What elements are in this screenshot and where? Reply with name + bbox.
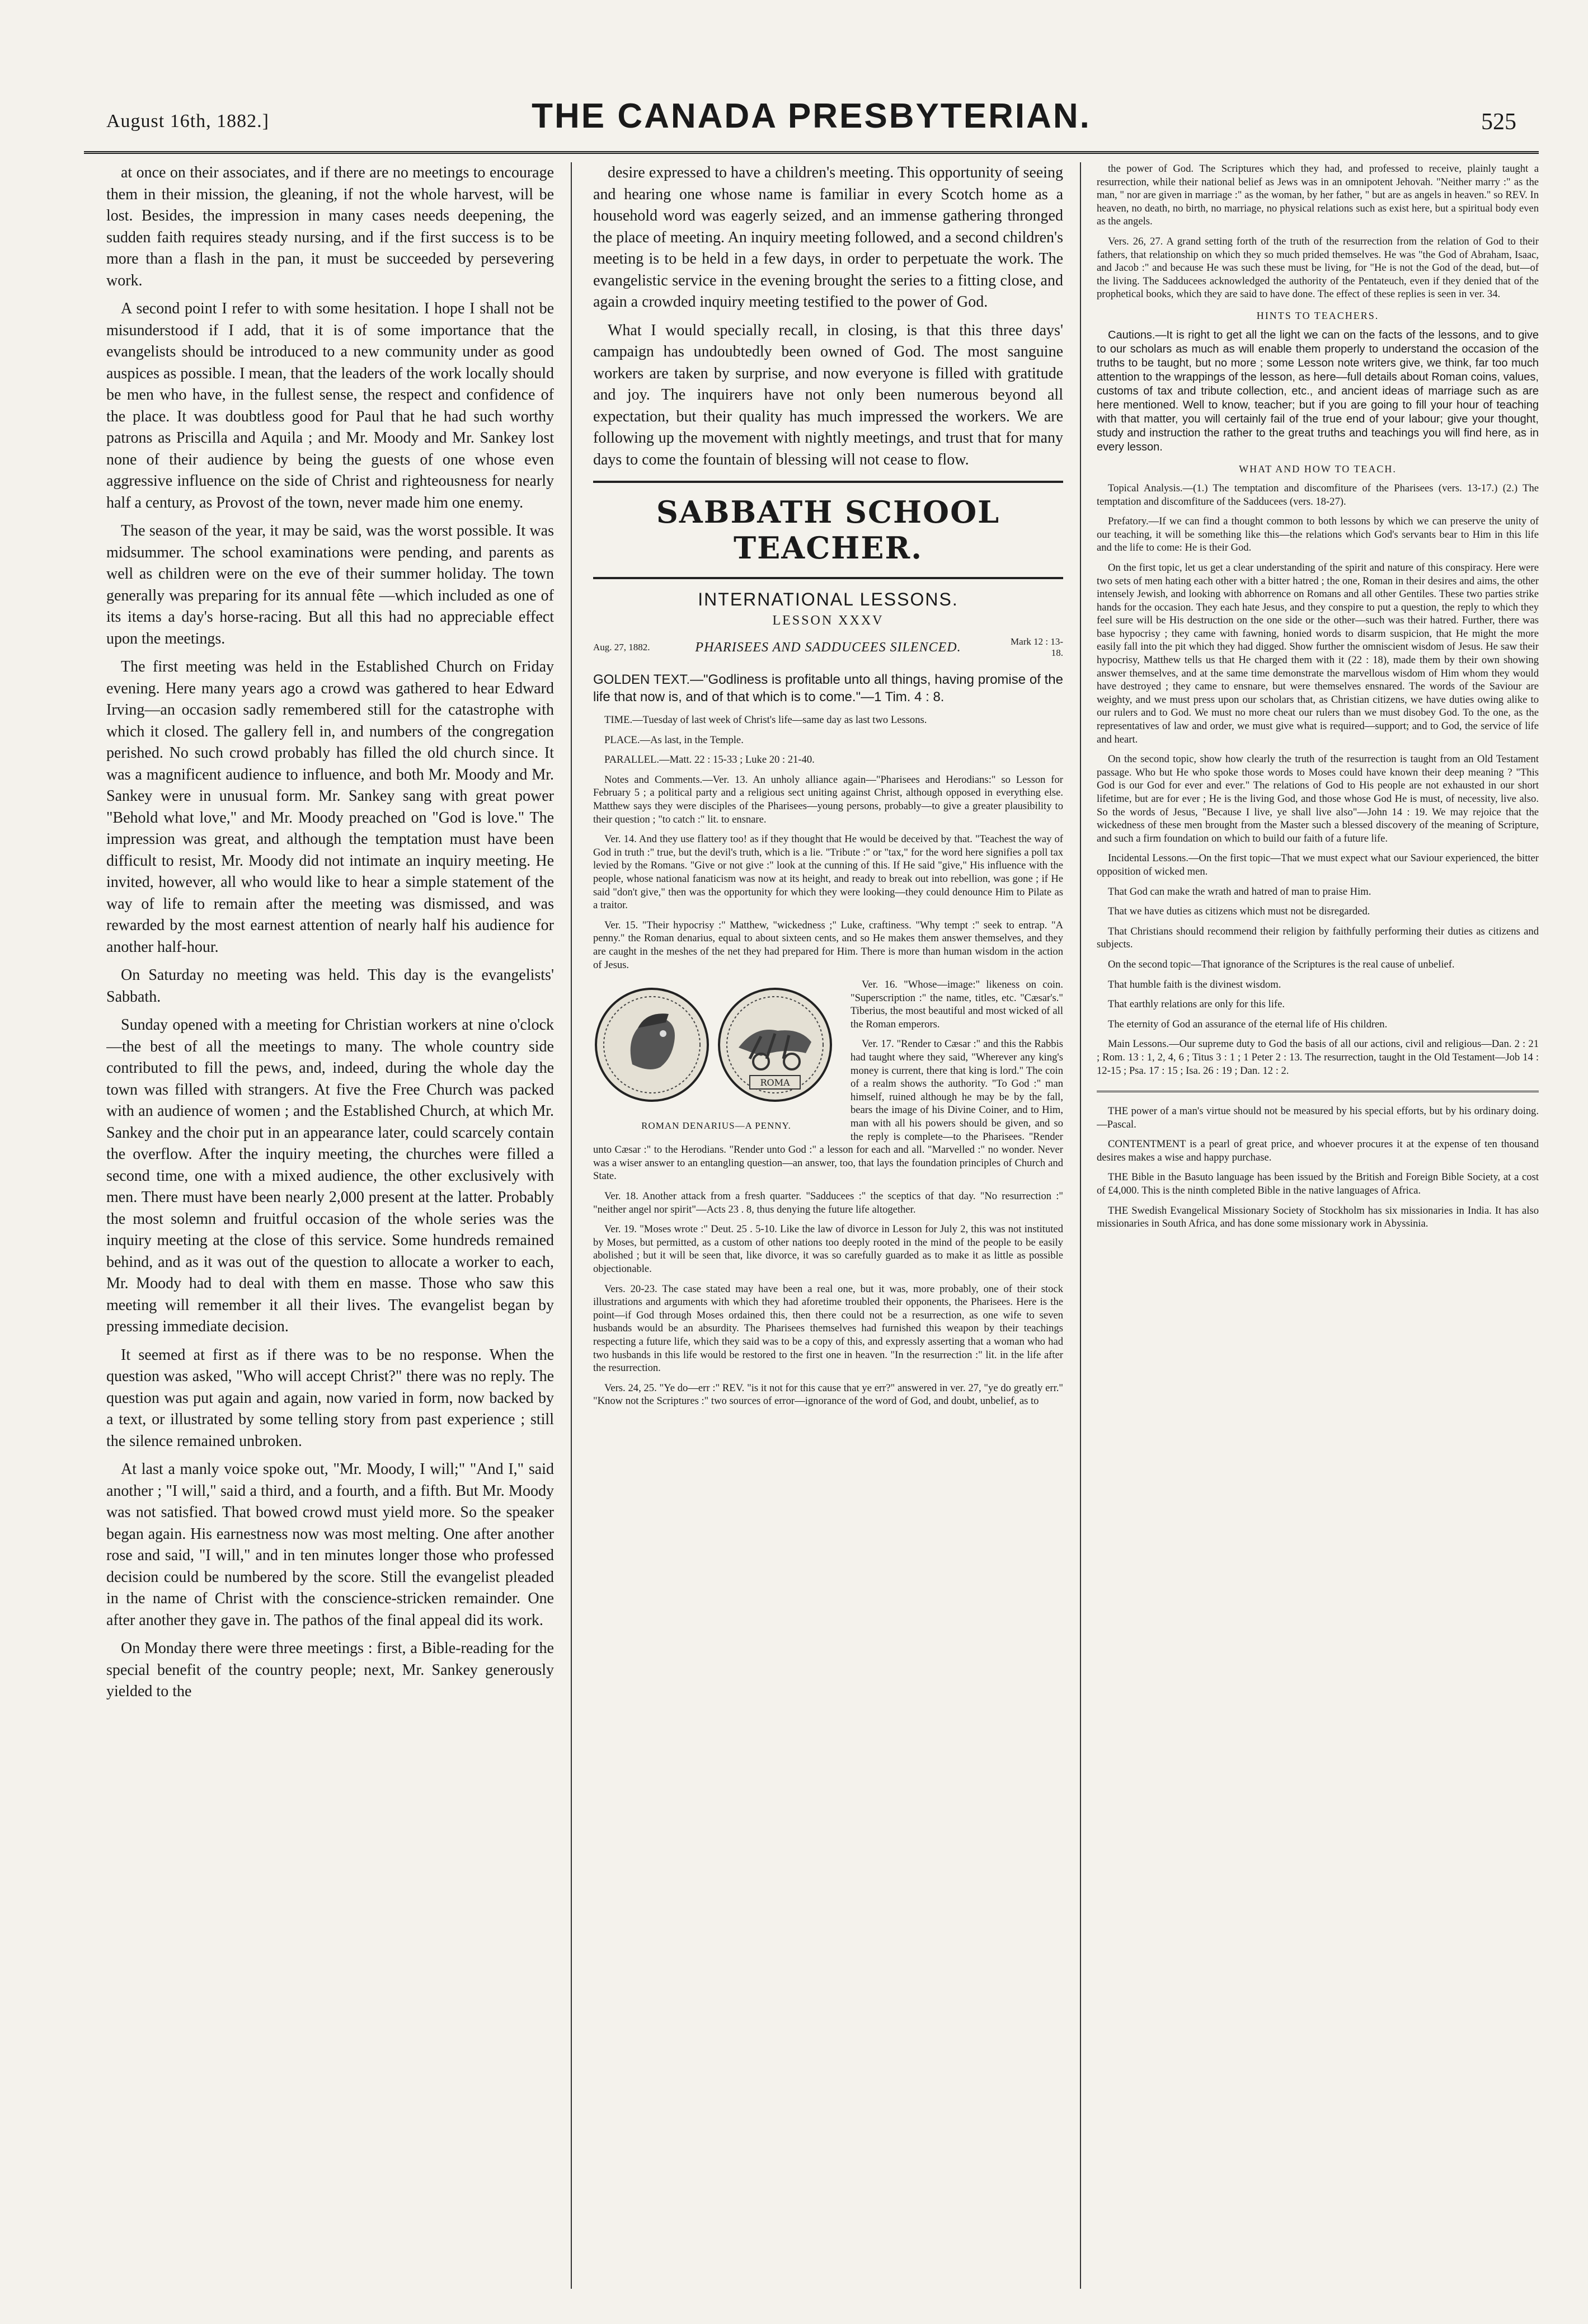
paragraph: Vers. 26, 27. A grand setting forth of the truth of the resurrection from the relation of God to their fathers, that relationship on which they so much prided themselves. He was "the God of Abraham, Isaac, and Jacob :" and because He was such these must be living, for "He is not the God of the dead, but—of the living. The Sadducees acknowledged the authority of the Pentateuch, even if they denied that of the prophetical books, which they are said to have done. The effect of these replies is seen in ver. 34.: [1097, 235, 1539, 301]
golden-text: GOLDEN TEXT.—"Godliness is profitable unto all things, having promise of the life that now is, and of that which is to come."—1 Tim. 4 : 8.: [593, 672, 1063, 705]
paragraph: On the second topic—That ignorance of the Scriptures is the real cause of unbelief.: [1108, 958, 1455, 970]
denarius-coins-image: [593, 980, 839, 1115]
paragraph: On the first topic, let us get a clear understanding of the spirit and nature of this conspiracy. Here were two sets of men hating each other with a bitter hatred ; the one, Roman in their desires and aims, the other intensely Jewish, and looking with abhorrence on Romans and all other Gentiles. These two parties strike hands for the occasion. They each hate Jesus, and they conspire to put a question, the reply to which they feel sure will be His destruction on the one side or the other—such was their hatred. Further, there was base hypocrisy ; they came with fawning, honied words to disarm suspicion, that He might the more easily fall into the pit which they had digged. Show further the omniscient wisdom of Jesus. He saw their hypocrisy, Matthew tells us that He charged them with it (22 : 18), made them by their own showing answer themselves, and at the same time demonstrate the marvellous wisdom of Him whom they would have destroyed ; they came to ensnare, but were themselves ensnared. The words of the Saviour are weighty, and we must press upon our scholars that, as Christian citizens, we have duties owing alike to our rulers and to God. We must no more cheat our rulers than we must disobey God. To the one, as the representatives of law and order, we must give what is required—support; and to God, the service of life and heart.: [1097, 561, 1539, 745]
paragraph: On the second topic, show how clearly the truth of the resurrection is taught from an Old Testament passage. Who but He who spoke those words to Moses could have known their deep meaning ? "This God is our God for ever and ever." The relations of God to His people are not exhausted in our short lifetime, but are for ever ; He is the living God, and those whose God He is must, of necessity, live also. So the words of Jesus, "Because I live, ye shall live also"—John 14 : 19. We may rejoice that the wickedness of these men brought from the Master such a blessed discovery of the meaning of Scripture, and such a firm foundation on which to build our faith of a future life.: [1097, 753, 1539, 844]
teach-heading: WHAT AND HOW TO TEACH.: [1239, 463, 1397, 475]
column-rule: [571, 162, 572, 2289]
paragraph: Sunday opened with a meeting for Christian workers at nine o'clock—the best of all the meetings to many. The whole country side contributed to fill the pews, and, indeed, during the whole day the town was filled with strangers. At five the Free Church was packed with an audience of women ; and the Established Church, at which Mr. Sankey and the choir put in an appearance later, could scarcely contain the overflow. After the inquiry meeting, the churches were filled a second time, one with a mixed audience, the other exclusively with men. There must have been nearly 2,000 present at the latter. Probably the most solemn and fruitful occasion of the whole series was the inquiry meeting at the close of this service. Some hundreds remained behind, and as it was out of the question to allocate a worker to each, Mr. Moody had to deal with them en masse. Those who saw this meeting will remember it all their lives. The evangelist began by pressing immediate decision.: [106, 1016, 554, 1335]
paragraph: THE Bible in the Basuto language has been issued by the British and Foreign Bible Society, at a cost of £4,000. This is the ninth completed Bible in the native languages of Africa.: [1097, 1171, 1539, 1197]
page-header: [84, 84, 1539, 154]
paragraph: Notes and Comments.—Ver. 13. An unholy alliance again—"Pharisees and Herodians:" so Lesson for February 5 ; a political party and a religious sect uniting against Christ, although opposed in everything else. Matthew says they were disciples of the Pharisees—young persons, probably—to give a greater plausibility to their question ; "to catch :" lit. to ensnare.: [593, 773, 1063, 825]
paragraph: Incidental Lessons.—On the first topic—That we must expect what our Saviour experienced, the bitter opposition of wicked men.: [1097, 852, 1539, 877]
paragraph: Vers. 20-23. The case stated may have been a real one, but it was, more probably, one of their stock illustrations and arguments with which they had aforetime troubled their opponents, the Pharisees. Here is the point—if God through Moses ordained this, then there could not be a resurrection, as one wife to seven husbands would be an absurdity. The Pharisees themselves had furnished this weapon by their teachings respecting a future life, which they said was to be a copy of this, and expressly asserting that a woman who had two husbands in this life would be restored to the first one in heaven. "In the resurrection :" lit. in the life after the resurrection.: [593, 1283, 1063, 1374]
lesson-notes: [593, 713, 1063, 1408]
paragraph: Ver. 17. "Render to Cæsar :" and this the Rabbis had taught where they said, "Wherever any king's money is current, there that king is lord." The coin of a realm shows the authority. "To God :" man himself, ruined although he may be by the fall, bears the image of his Divine Coiner, and to Him, man with all his powers should be given, and so the reply is complete—to the Pharisees. "Render unto Cæsar :" to the Herodians. "Render unto God :" a lesson for each and all. "Marvelled :" no wonder. Never was a wiser answer to an entangling question—an answer, too, that lays the foundation principles of Church and State.: [593, 1038, 1063, 1182]
paragraph: Vers. 24, 25. "Ye do—err :" REV. "is it not for this cause that ye err?" answered in ver. 27, "ye do greatly err." "Know not the Scriptures :" two sources of error—ignorance of the word of God, and doubt, unbelief, as to: [593, 1382, 1063, 1407]
paragraph: It seemed at first as if there was to be no response. When the question was asked, "Who will accept Christ?" there was no reply. The question was put again and again, now varied in form, now backed by a text, or illustrated by some telling story from past experience ; still the silence remained unbroken.: [106, 1346, 554, 1450]
paragraph: PARALLEL.—Matt. 22 : 15-33 ; Luke 20 : 21-40.: [604, 754, 815, 766]
page-number: 525: [1481, 109, 1516, 135]
paragraph: A second point I refer to with some hesitation. I hope I shall not be misunderstood if I add, that it is of some importance that the evangelists should be introduced to a new community under as good auspices as possible. I mean, that the leaders of the work locally should be men who have, in the fullest sense, the respect and confidence of the place. It was doubtless good for Paul that he had such worthy patrons as Priscilla and Aquila ; and Mr. Moody and Mr. Sankey lost none of their audience by being the guests of one whose even aggressive influence on the side of Christ and righteousness for nearly half a century, as Provost of the town, never made him one enemy.: [106, 300, 554, 511]
paragraph: desire expressed to have a children's meeting. This opportunity of seeing and hearing one whose name is familiar in every Scotch home as a household word was eagerly seized, and an immense gathering thronged the place of meeting. An inquiry meeting followed, and a second children's meeting is to be held in a few days, in order to perpetuate the work. The evangelistic service in the evening brought the series to a fitting close, and again a crowded inquiry meeting testified to the power of God.: [593, 164, 1063, 311]
paragraph: Cautions.—It is right to get all the light we can on the facts of the lessons, and to give to our scholars as much as will enable them properly to understand the occasion of the truths to be taught, but no more ; some Lesson note writers give, we think, far too much attention to the wrappings of the lesson, as here—full details about Roman coins, values, customs of tax and tribute collection, etc., and ancient ideas of marriage such as are here mentioned. Well to know, teacher; but if you are going to fill your hour of teaching with that matter, you will certainly fail of the true end of your labour; give your thought, study and instruction the rather to the great truths and teachings you will find here, as in every lesson.: [1097, 328, 1539, 453]
lesson-date: Aug. 27, 1882.: [593, 642, 650, 652]
lesson-title: PHARISEES AND SADDUCEES SILENCED.: [695, 640, 961, 655]
issue-date: August 16th, 1882.]: [106, 111, 269, 132]
paragraph: Prefatory.—If we can find a thought common to both lessons by which we can preserve the unity of our teaching, it will be something like this—the relations which God's servants bear to Him in this life and the life to come: He is their God.: [1097, 515, 1539, 554]
paragraph: That we have duties as citizens which must not be disregarded.: [1108, 905, 1370, 918]
paragraph: at once on their associates, and if there are no meetings to encourage them in their mission, the gleaning, if not the whole harvest, will be lost. Besides, the impression in many cases needs deepening, the sudden faith requires steady nursing, and if the first success is to be more than a flash in the pan, it must be succeeded by persevering work.: [106, 164, 554, 289]
paragraph: THE Swedish Evangelical Missionary Society of Stockholm has six missionaries in India. It has also missionaries in South Africa, and has done some missionary work in Abyssinia.: [1097, 1204, 1539, 1230]
paragraph: Ver. 19. "Moses wrote :" Deut. 25 . 5-10. Like the law of divorce in Lesson for July 2, this was not instituted by Moses, but permitted, as a custom of other nations too deeply rooted in the mind of the people to be easily abolished ; but it will be seen that, like divorce, it was so carefully guarded as to make it as little as possible objectionable.: [593, 1223, 1063, 1275]
paragraph: the power of God. The Scriptures which they had, and professed to receive, plainly taught a resurrection, while their national belief as Jews was in an omnipotent Jehovah. "Neither marry :" as the man, " nor are given in marriage :" as the woman, by her father, " but are as angels in heaven." so REV. In heaven, no death, no birth, no marriage, no physical relations such as exist here, but a spiritual body even as the angels.: [1097, 163, 1539, 228]
column-3: [1097, 162, 1539, 2289]
paragraph: On Saturday no meeting was held. This day is the evangelists' Sabbath.: [106, 966, 554, 1006]
coin-caption: ROMAN DENARIUS—A PENNY.: [641, 1120, 791, 1132]
paragraph: The first meeting was held in the Established Church on Friday evening. Here many years ago a crowd was gathered to hear Edward Irving—an occasion sadly remembered still for the catastrophe with which it closed. The gallery fell in, and numbers of the congregation perished. No such crowd probably has filled the old church since. It was a magnificent audience to influence, and both Mr. Moody and Mr. Sankey were in unusual form. Mr. Sankey sang with great power "Behold what love," and Mr. Moody preached on "God is love." The impression was great, and although the temptation must have been difficult to resist, Mr. Moody did not intimate an inquiry meeting. He invited, however, all who would like to hear a simple statement of the way of life to remain after the meeting was dismissed, and was rewarded by the most earnest attention of nearly half his audience for another half-hour.: [106, 658, 554, 956]
paragraph: Ver. 18. Another attack from a fresh quarter. "Sadducees :" the sceptics of that day. "No resurrection :" "neither angel nor spirit"—Acts 23 . 8, thus denying the future life altogether.: [593, 1190, 1063, 1215]
section-subtitle: INTERNATIONAL LESSONS.: [698, 589, 959, 609]
masthead-title: THE CANADA PRESBYTERIAN.: [532, 97, 1091, 135]
hints-heading: HINTS TO TEACHERS.: [1256, 309, 1379, 321]
paragraph: TIME.—Tuesday of last week of Christ's life—same day as last two Lessons.: [604, 714, 927, 726]
paragraph: CONTENTMENT is a pearl of great price, and whoever procures it at the expense of ten thousand desires makes a wise and happy purchase.: [1097, 1138, 1539, 1163]
paragraph: Main Lessons.—Our supreme duty to God the basis of all our actions, civil and religious—Dan. 2 : 21 ; Rom. 13 : 1, 2, 4, 6 ; Titus 3 : 1 ; 1 Peter 2 : 13. The resurrection, taught in the Old Testament—Job 14 : 12-15 ; Psa. 17 : 15 ; Isa. 26 : 19 ; Dan. 12 : 2.: [1097, 1038, 1539, 1077]
column-rule: [1080, 162, 1081, 2289]
paragraph: The eternity of God an assurance of the eternal life of His children.: [1108, 1018, 1388, 1030]
section-banner: SABBATH SCHOOL TEACHER.: [593, 481, 1063, 579]
newspaper-page: [84, 84, 1539, 2300]
coin-illustration: [593, 980, 839, 1132]
paragraph: On Monday there were three meetings : first, a Bible-reading for the special benefit of the country people; next, Mr. Sankey generously yielded to the: [106, 1640, 554, 1700]
paragraph: That Christians should recommend their religion by faithfully performing their duties as citizens and subjects.: [1097, 925, 1539, 951]
coin-inscription: ROMA: [760, 1077, 790, 1088]
paragraph: That earthly relations are only for this life.: [1108, 998, 1285, 1011]
paragraph: Ver. 15. "Their hypocrisy :" Matthew, "wickedness ;" Luke, craftiness. "Why tempt :" seek to entrap. "A penny." the Roman denarius, equal to about sixteen cents, and so He makes them answer themselves, and they are caught in the meshes of the net they had prepared for Him. There is more than human wisdom in the action of Jesus.: [593, 919, 1063, 971]
lesson-number: LESSON XXXV: [772, 613, 884, 628]
paragraph: Ver. 16. "Whose—image:" likeness on coin. "Superscription :" the name, titles, etc. "Cæsar's." Tiberius, the most beautiful and most wicked of all the Roman emperors.: [851, 979, 1063, 1030]
lesson-heading: [593, 636, 1063, 659]
paragraph: PLACE.—As last, in the Temple.: [604, 734, 744, 746]
paragraph: Ver. 14. And they use flattery too! as if they thought that He would be deceived by that. "Teachest the way of God in truth :" true, but the devil's truth, which is a lie. "Tribute :" or "tax," for the word here signifies a poll tax levied by the Romans. "Give or not give :" look at the cunning of this. If He said "give," His influence with the people, whose national fanaticism was now at its height, and ready to break out into rebellion, was gone ; if He said "don't give," then was the opportunity for which they were looking—they could denounce Him to Pilate as a traitor.: [593, 833, 1063, 912]
column-1: [106, 162, 554, 2289]
lesson-reference: Mark 12 : 13-18.: [1011, 636, 1063, 658]
column-2: [593, 162, 1063, 2289]
paragraph: The season of the year, it may be said, was the worst possible. It was midsummer. The school examinations were pending, and parents as well as children were on the eve of their summer holiday. The town generally was preparing for its annual fête —which included as one of its items a day's horse-racing. But all this had no appreciable effect upon the meetings.: [106, 522, 554, 647]
paragraph: At last a manly voice spoke out, "Mr. Moody, I will;" "And I," said another ; "I will," said a third, and a fourth, and a fifth. But Mr. Moody was not satisfied. That bowed crowd must yield more. So the speaker began again. His earnestness now was most melting. One after another rose and said, "I will," and in ten minutes longer those who professed decision could be numbered by the score. Still the evangelist pleaded in the name of Christ with the conscience-stricken remainder. One after another they gave in. The pathos of the final appeal did its work.: [106, 1461, 554, 1629]
paragraph: What I would specially recall, in closing, is that this three days' campaign has undoubtedly been owned of God. The most sanguine workers are taken by surprise, and now everyone is filled with gratitude and joy. The inquirers have not only been numerous beyond all expectation, but their quality has much impressed the workers. We are following up the movement with nightly meetings, and trust that for many days to come the fountain of blessing will not cease to flow.: [593, 321, 1063, 468]
paragraph: That God can make the wrath and hatred of man to praise Him.: [1108, 885, 1371, 898]
paragraph: That humble faith is the divinest wisdom.: [1108, 978, 1281, 990]
article-continuation: [593, 162, 1063, 471]
paragraph: Topical Analysis.—(1.) The temptation and discomfiture of the Pharisees (vers. 13-17.) (2.) The temptation and discomfiture of the Sadducees (vers. 18-27).: [1097, 482, 1539, 508]
section-divider: [1097, 1091, 1539, 1092]
paragraph: THE power of a man's virtue should not be measured by his special efforts, but by his ordinary doing.—Pascal.: [1097, 1105, 1539, 1130]
